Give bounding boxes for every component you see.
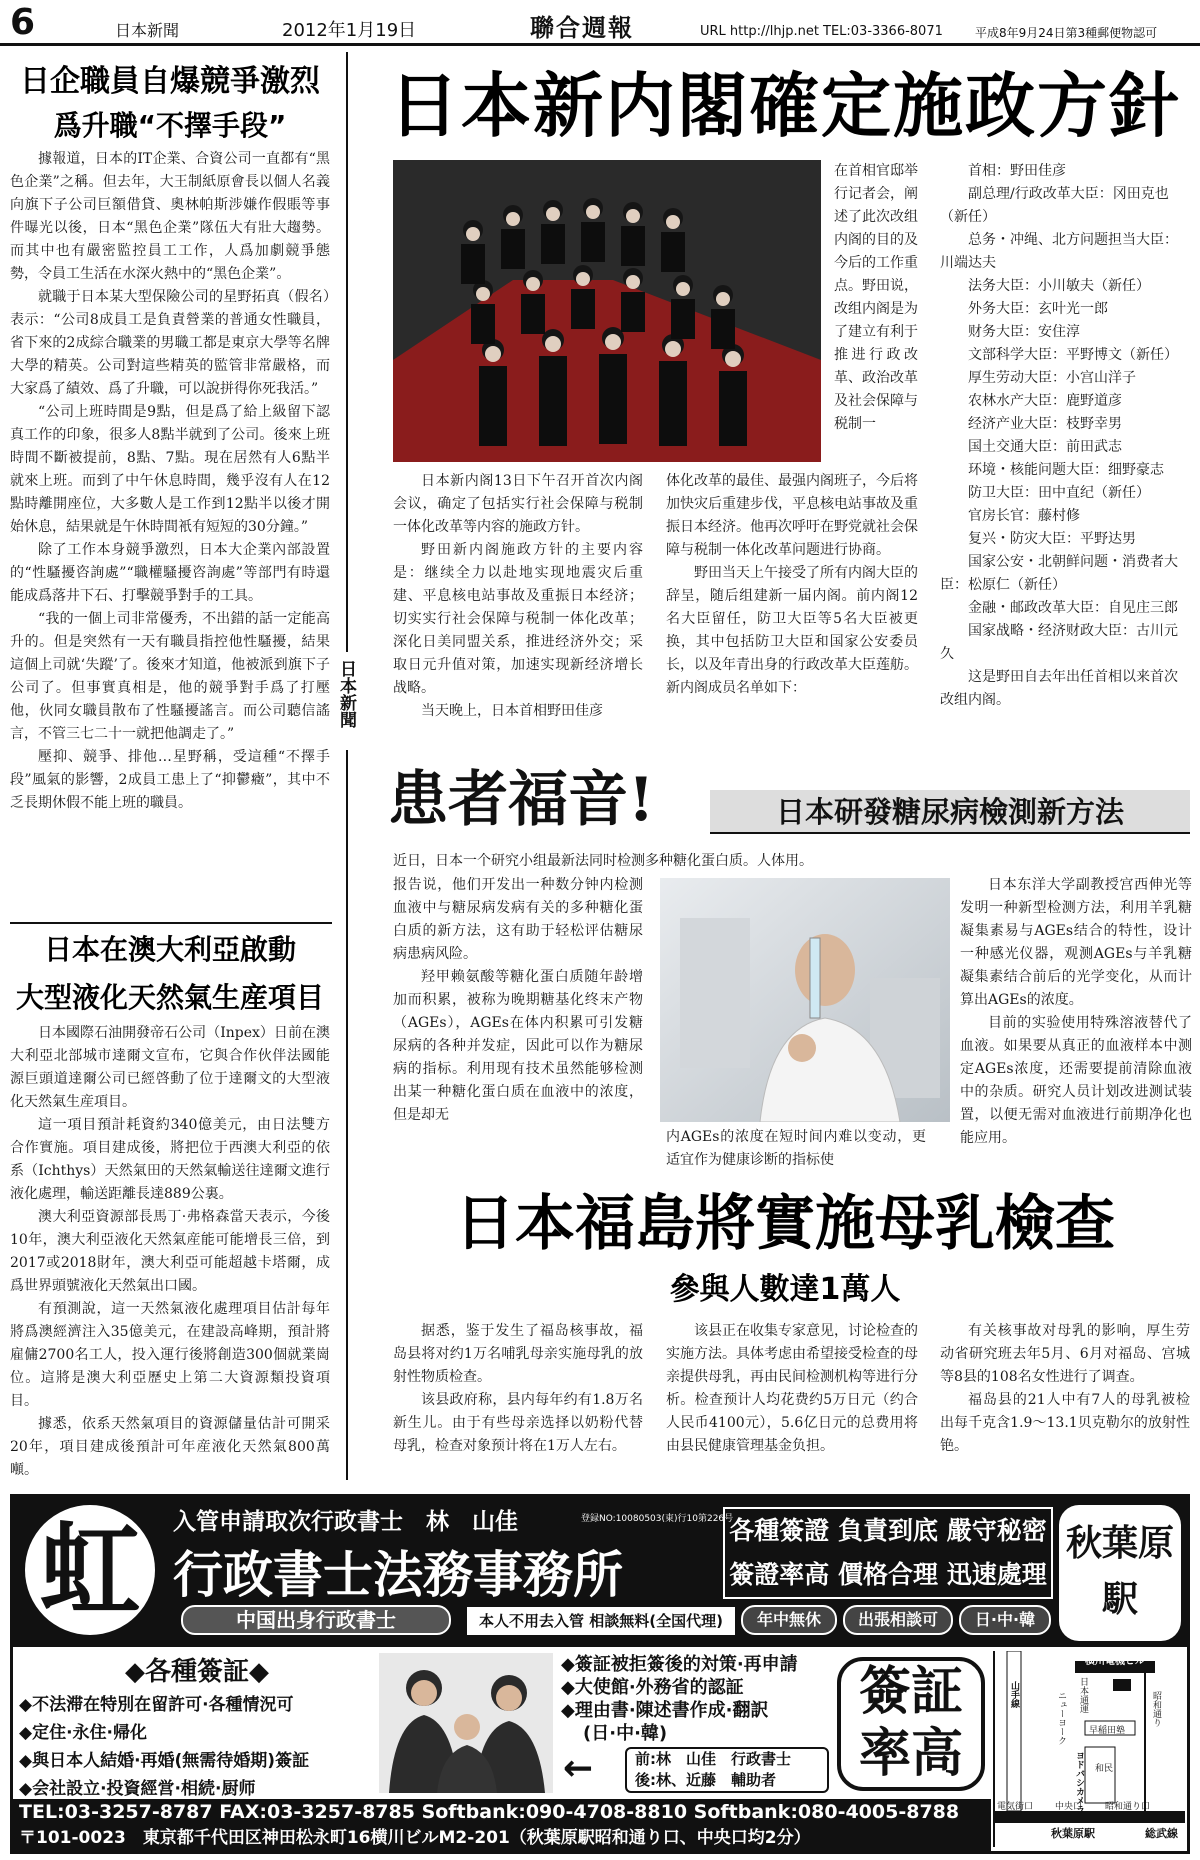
ad-address: 〒101-0023 東京都千代田区神田松永町16横川ビルM2-201（秋葉原駅昭和通り口、中央口均2分）: [19, 1828, 811, 1848]
ad-station-name: 秋葉原: [1065, 1522, 1174, 1564]
lng-headline: 日本在澳大利亞啟動: [43, 933, 296, 966]
ad-service-item: ◆定住·永住·帰化: [19, 1723, 147, 1743]
map-label: ニューヨーク: [1056, 1691, 1066, 1745]
ad-reg-no: 登録NO:10080503(東)行10第226号: [581, 1514, 734, 1524]
minister-item: 金融・邮政改革大臣：自见庄三郎: [968, 600, 1178, 616]
cabinet-group-image: [393, 160, 821, 462]
page-number: 6: [10, 2, 36, 43]
ad-notes: 本人不用去入管 相談無料(全国代理): [467, 1607, 735, 1635]
minister-item: 国家战略・经济财政大臣：古川元久: [940, 623, 1178, 662]
paper-name: 日本新聞: [115, 21, 180, 40]
ad-contact: TEL:03-3257-8787 FAX:03-3257-8785 Softbank:090-4708-8810 Softbank:080-4005-8788: [19, 1801, 960, 1823]
map-label: 昭和通り口: [1105, 1802, 1151, 1812]
ad-service-item: ◆不法滞在特別在留許可·各種情況可: [19, 1695, 294, 1715]
minister-item: 外务大臣：玄叶光一郎: [968, 301, 1108, 317]
minister-item: 这是野田自去年出任首相以来首次改组内阁。: [940, 669, 1178, 708]
minister-item: 农林水产大臣：鹿野道彦: [968, 393, 1122, 409]
ad-tag: 日·中·韓: [959, 1605, 1051, 1635]
fukushima-paragraph: 福岛县的21人中有7人的母乳被检出每千克含1.9～13.1贝克勒尔的放射性铯。: [940, 1392, 1190, 1454]
map-label: 横川電機ビル: [1085, 1656, 1145, 1667]
map-label: 秋葉原駅: [1051, 1827, 1095, 1840]
minister-item: 经济产业大臣：枝野幸男: [968, 416, 1122, 432]
ad-service-item: ◆会社設立·投資經営·相続·厨师: [19, 1779, 256, 1799]
ad-service-item: ◆理由書·陳述書作成·翻訳: [561, 1700, 769, 1721]
map-label: 総武線: [1145, 1827, 1178, 1840]
ad-office-name: 行政書士法務事務所: [173, 1546, 623, 1604]
lng-subheadline: 大型液化天然氣生産項目: [15, 981, 324, 1014]
it-paragraph: “公司上班時間是9點，但是爲了給上級留下認真工作的印象，很多人8點半就到了公司。後來上班時間不斷被提前，8點、7點。現在居然有人6點半就來上班。而到了中午休息時間，幾乎沒有人在12點時離開座位，大多數人是工作到12點半以後才開始休息，結果就是午休時間衹有短短的30分鐘。”: [10, 404, 330, 535]
minister-item: 国土交通大臣：前田武志: [968, 439, 1122, 455]
minister-item: 国家公安・北朝鲜问题・消费者大臣：松原仁（新任）: [940, 554, 1178, 593]
ad-tag: 年中無休: [741, 1605, 837, 1635]
ad-header: [13, 1497, 1187, 1647]
diabetes-paragraph: 日本东洋大学副教授宫西伸光等发明一种新型检测方法，利用羊乳糖凝集素易与AGEs结合的特性，设计一种感光仪器，观测AGEs与羊乳糖凝集素结合前后的光学变化，从而计算出AGEs的浓度。: [960, 877, 1192, 1008]
it-paragraph: 除了工作本身競爭激烈，日本大企業內部設置的“性騷擾咨詢處”“職權騷擾咨詢處”等部門有時還能成爲落井下石、打擊競爭對手的工具。: [10, 542, 330, 604]
map-label: 和民: [1095, 1764, 1114, 1774]
diabetes-paragraph: 目前的实验使用特殊溶液替代了血液。如果要从真正的血液样本中测定AGEs浓度，还需要提前清除血液中的杂质。研究人员计划改进测试装置，以便无需对血液进行前期净化也能应用。: [960, 1015, 1192, 1146]
minister-item: 防卫大臣：田中直纪（新任）: [968, 485, 1150, 501]
minister-item: 总务・冲绳、北方问题担当大臣：川端达夫: [940, 232, 1178, 271]
minister-item: 财务大臣：安住淳: [968, 324, 1080, 340]
diabetes-col-left: [393, 874, 643, 1164]
cabinet-col-c: [666, 470, 918, 742]
lab-photo: [660, 878, 950, 1122]
ad-top-line: 入管申請取次行政書士 林 山佳: [173, 1509, 518, 1535]
fukushima-col-1: [393, 1320, 643, 1480]
fukushima-subheadline: 參與人數達1萬人: [669, 1272, 901, 1307]
fukushima-col-2: [666, 1320, 918, 1480]
ad-service-item: ◆簽証被拒簽後的対策·再申請: [561, 1654, 798, 1675]
map-label: ヨドバシカメラ: [1074, 1751, 1084, 1814]
ad-origin: 中国出身行政書士: [181, 1605, 451, 1635]
ad-contact-band: [13, 1799, 991, 1851]
column-rule: [346, 750, 348, 1480]
ad-station-suffix: 駅: [1101, 1578, 1138, 1620]
it-paragraph: 據報道，日本的IT企業、合資公司一直都有“黑色企業”之稱。但去年，大王制紙原會長以個人名義向旗下子公司巨額借貸、奧林帕斯涉嫌作假賬等事件曝光以後，日本“黑色企業”隊伍大有壯大趨勢。而其中也有嚴密監控員工工作，人爲加劇競爭態勢，令員工生活在水深火熱中的“黑色企業”。: [10, 151, 330, 282]
ad-service-item: (日·中·韓): [583, 1723, 668, 1744]
map-image: [995, 1651, 1185, 1847]
ad-tag: 出張相談可: [843, 1605, 953, 1635]
column-rule: [346, 52, 348, 652]
ad-service-item: ◆與日本人結婚·再婚(無需待婚期)簽証: [19, 1751, 310, 1771]
divider: [10, 922, 332, 924]
staff-image: [379, 1653, 553, 1793]
researcher-image: [660, 878, 950, 1122]
minister-item: 首相：野田佳彦: [968, 163, 1066, 179]
cabinet-headline: 日本新内閣確定施政方針: [389, 65, 1181, 147]
ad-slogan-box: [723, 1507, 1053, 1599]
fukushima-col-3: [940, 1320, 1190, 1480]
minister-item: 法务大臣：小川敏夫（新任）: [968, 278, 1150, 294]
advertisement: [10, 1494, 1190, 1854]
it-paragraph: “我的一個上司非常優秀，不出錯的話一定能高升的。但是突然有一天有職員指控他性騷擾，結果這個上司就‘失蹤’了。後來才知道，他被派到旗下子公司了。但事實真相是，他的競爭對手爲了打壓他，伙同女職員散布了性騷擾謠言。而公司聽信謠言，不管三七二十一就把他調走了。”: [10, 611, 330, 742]
it-paragraph: 壓抑、競爭、排他…星野稱，受這種“不擇手段”風氣的影響，2成員工患上了“抑鬱癥”，其中不乏長期休假不能上班的職員。: [10, 749, 330, 811]
ad-staff-line: 前:林 山佳 行政書士: [635, 1750, 791, 1768]
paper-logo: 聯合週報: [530, 13, 634, 42]
ad-staff-line: 後:林、近藤 輔助者: [635, 1771, 776, 1789]
side-label: 日本新聞: [336, 660, 356, 728]
cabinet-paragraph: 当天晚上，日本首相野田佳彦: [421, 703, 603, 719]
minister-item: 官房长官：藤村修: [968, 508, 1080, 524]
ad-services-2: [561, 1653, 847, 1745]
masthead-tel: TEL:03-3366-8071: [823, 24, 943, 39]
diabetes-paragraph: 羟甲赖氨酸等糖化蛋白质随年龄增加而积累，被称为晚期糖基化终末产物（AGEs），AGEs在体内积累可引发糖尿病的各种并发症，因此可以作为糖尿病的指标。利用现有技术虽然能够检测出某一种糖化蛋白质在血液中的浓度，但是却无: [393, 969, 643, 1123]
cabinet-paragraph: 日本新内阁13日下午召开首次内阁会议，确定了包括实行社会保障与税制一体化改革等内容的施政方针。: [393, 473, 643, 535]
ad-services: [19, 1653, 375, 1799]
map-label: 電気街口: [997, 1802, 1034, 1812]
cabinet-paragraph: 野田当天上午接受了所有内阁大臣的辞呈，随后组建新一届内阁。前内阁12名大臣留任，防卫大臣等5名大臣被更换，其中包括防卫大臣和国家公安委员长，以及年青出身的行政改革大臣莲舫。新内阁成员名单如下：: [666, 565, 918, 696]
it-article-body: [10, 148, 330, 918]
cabinet-paragraph: 野田新内阁施政方针的主要内容是：继续全力以赴地实现地震灾后重建、平息核电站事故及重振日本经济；切实实行社会保障与税制一体化改革；深化日美同盟关系，推进经济外交；采取日元升值对策，加速实现新经济增长战略。: [393, 542, 643, 696]
cabinet-photo: [393, 160, 821, 462]
ad-map: [993, 1651, 1185, 1847]
map-label: 山手線: [1009, 1681, 1019, 1708]
minister-item: 复兴・防灾大臣：平野达男: [968, 531, 1136, 547]
map-label: 早稲田塾: [1089, 1726, 1126, 1736]
fukushima-paragraph: 有关核事故对母乳的影响，厚生劳动省研究班去年5月、6月对福岛、宫城等8县的108名女性进行了调查。: [940, 1323, 1190, 1385]
minister-item: 厚生劳动大臣：小宫山洋子: [968, 370, 1136, 386]
diabetes-col-right: [960, 874, 1192, 1174]
cabinet-col-b: [393, 470, 643, 742]
fukushima-headline: 日本福島將實施母乳檢查: [455, 1189, 1115, 1259]
arrow-left-icon: ←: [563, 1748, 594, 1789]
diabetes-col-mid: 内AGEs的浓度在短时间内难以变动，更适宜作为健康诊断的指标使: [666, 1129, 926, 1168]
masthead-url: URL http://lhjp.net: [700, 24, 819, 39]
ad-staff-photo: [379, 1653, 553, 1793]
diabetes-subheadline: 日本研發糖尿病檢測新方法: [710, 790, 1190, 834]
it-subheadline: 爲升職“不擇手段”: [53, 109, 287, 142]
lng-paragraph: 這一項目預計耗資約340億美元，由日法雙方合作實施。項目建成後，將把位于西澳大利亞的依系（Ichthys）天然氣田的天然氣輸送往達爾文進行液化處理，輸送距離長達889公裏。: [10, 1117, 330, 1202]
minister-item: 副总理/行政改革大臣：冈田克也（新任）: [940, 186, 1169, 225]
masthead: [0, 0, 1200, 46]
ad-rate: 簽証: [858, 1661, 963, 1722]
map-label: 昭和通り: [1151, 1691, 1161, 1727]
diabetes-text: 报告说，他们开发出一种数分钟内检测血液中与糖尿病发病有关的多种糖化蛋白质的新方法，这有助于轻松评估糖尿病患病风险。: [393, 877, 643, 962]
lng-paragraph: 據悉，依系天然氣項目的資源儲量估計可開采20年，項目建成後預計可年産液化天然氣800萬噸。: [10, 1416, 330, 1478]
lng-paragraph: 澳大利亞資源部長馬丁·弗格森當天表示，今後10年，澳大利亞液化天然氣産能可能增長三倍，到2017或2018財年，澳大利亞可能超越卡塔爾，成爲世界頭號液化天然氣出口國。: [10, 1209, 330, 1294]
issue-date: 2012年1月19日: [282, 20, 417, 41]
ad-rate: 率高: [858, 1723, 963, 1784]
it-paragraph: 就職于日本某大型保險公司的星野拓真（假名）表示：“公司8成員工是負責營業的普通女性職員，省下來的2成綜合職業的男職工都是東京大學等名牌大學的精英。公司對這些精英的監管非常嚴格，而大家爲了績效、爲了升職，可以說拼得你死我活。”: [10, 289, 330, 397]
cabinet-text: 体化改革的最佳、最强内阁班子，今后将加快灾后重建步伐，平息核电站事故及重振日本经济。他再次呼吁在野党就社会保障与税制一体化改革问题进行协商。: [666, 473, 918, 558]
fukushima-paragraph: 据悉，鉴于发生了福岛核事故，福岛县将对约1万名哺乳母亲实施母乳的放射性物质检查。: [393, 1323, 643, 1385]
ad-logo: 虹: [25, 1505, 155, 1635]
postal-permit: 平成8年9月24日第3種郵便物認可: [975, 26, 1158, 40]
minister-item: 环境・核能问题大臣：细野豪志: [968, 462, 1164, 478]
map-label: 中央口: [1055, 1802, 1083, 1812]
minister-list: [940, 160, 1190, 745]
lng-paragraph: 日本國際石油開發帝石公司（Inpex）日前在澳大利亞北部城市達爾文宣布，它與合作伙伴法國能源巨頭道達爾公司已經啓動了位于達爾文的大型液化天然氣生産項目。: [10, 1025, 330, 1110]
map-label: 日本通運: [1078, 1677, 1088, 1713]
ad-service-item: ◆大使館·外務省的認証: [561, 1677, 744, 1698]
lng-article-body: [10, 1022, 330, 1484]
lng-paragraph: 有預測說，這一天然氣液化處理項目估計每年將爲澳經濟注入35億美元，在建設高峰期，預計將雇傭2700名工人，投入運行後將創造300個就業崗位。這將是澳大利亞歷史上第二大資源類投資項目。: [10, 1301, 330, 1409]
diabetes-headline: 患者福音!: [388, 765, 655, 835]
cabinet-col-a: 在首相官邸举行记者会，阐述了此次改组内阁的目的及今后的工作重点。野田说，改组内阁是为了建立有利于推进行政改革、政治改革及社会保障与税制一: [834, 163, 918, 432]
it-headline: 日企職員自爆競爭激烈: [20, 64, 320, 99]
ad-rate-box: [837, 1657, 985, 1791]
minister-item: 文部科学大臣：平野博文（新任）: [968, 347, 1178, 363]
fukushima-paragraph: 该县正在收集专家意见，讨论检查的实施方法。具体考虑由希望接受检查的母亲提供母乳，再由民间检测机构等进行分析。检查预计人均花费约5万日元（约合人民币4100元），5.6亿日元的总费用将由县民健康管理基金负担。: [666, 1323, 918, 1454]
ad-services-title: ◆各種簽証◆: [125, 1657, 269, 1687]
ad-slogan: 各種簽證 負責到底 嚴守秘密: [729, 1516, 1047, 1545]
diabetes-top-line: 近日，日本一个研究小组最新法同时检测多种糖化蛋白质。人体用。: [393, 853, 813, 869]
ad-staff-box: [625, 1747, 829, 1793]
ad-station: [1059, 1505, 1181, 1641]
fukushima-paragraph: 该县政府称，县内每年约有1.8万名新生儿。由于有些母亲选择以奶粉代替母乳，检查对象预计将在1万人左右。: [393, 1392, 643, 1454]
ad-slogan: 簽證率高 價格合理 迅速處理: [729, 1560, 1047, 1589]
